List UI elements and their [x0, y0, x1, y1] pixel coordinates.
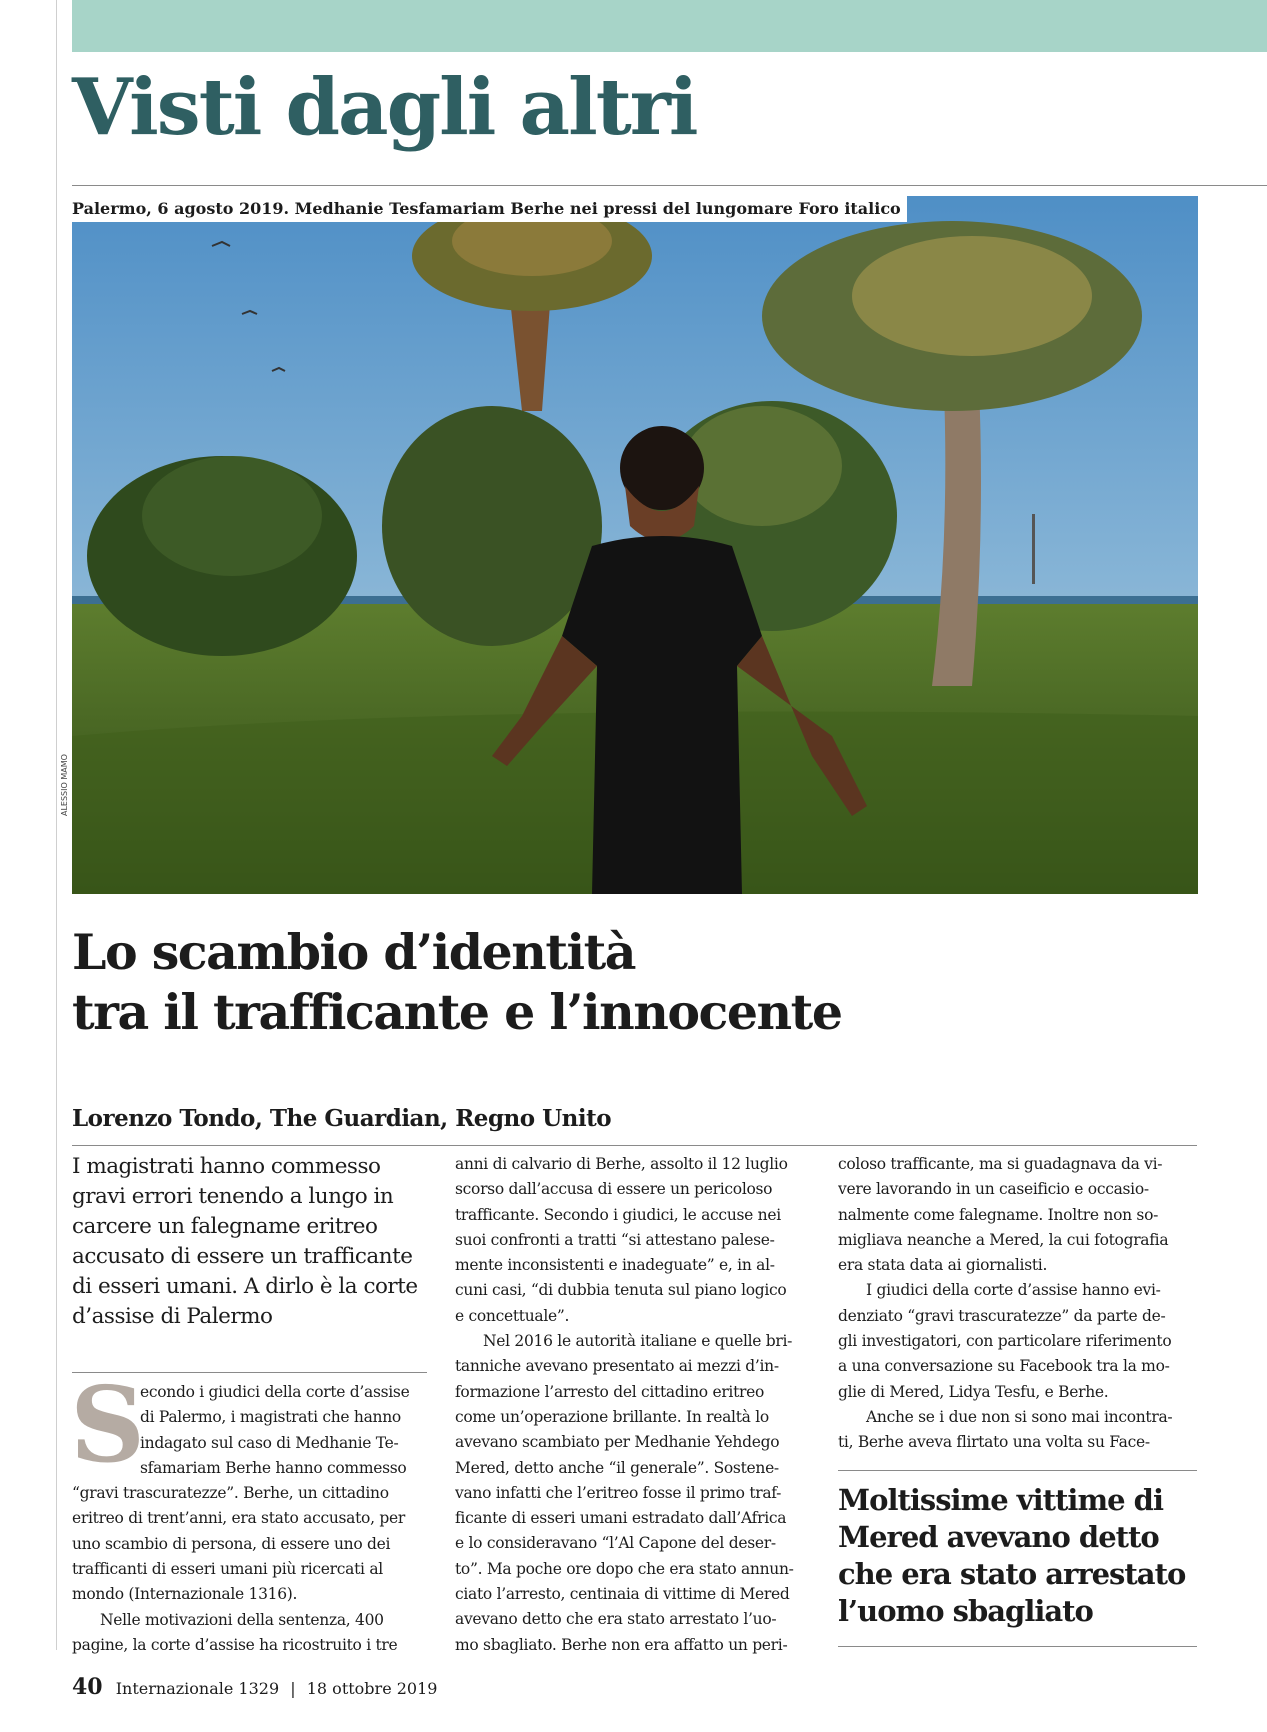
body-line: di Palermo, i magistrati che hanno: [140, 1408, 401, 1427]
body-line: “gravi trascuratezze”. Berhe, un cittadino: [72, 1484, 389, 1503]
standfirst-line: di esseri umani. A dirlo è la corte: [72, 1274, 418, 1299]
standfirst-line: d’assise di Palermo: [72, 1304, 273, 1329]
body-line: formazione l’arresto del cittadino eritreo: [455, 1382, 765, 1401]
body-line: trafficante. Secondo i giudici, le accuse nei: [455, 1205, 781, 1224]
body-line: cuni casi, “di dubbia tenuta sul piano logico: [455, 1281, 787, 1300]
body-line: Nelle motivazioni della sentenza, 400: [100, 1610, 384, 1629]
body-line: uno scambio di persona, di essere uno dei: [72, 1534, 391, 1553]
body-line: anni di calvario di Berhe, assolto il 12 luglio: [455, 1155, 788, 1173]
body-line: vere lavorando in un caseificio e occasio-: [838, 1180, 1149, 1199]
standfirst-line: I magistrati hanno commesso: [72, 1154, 381, 1179]
body-line: Nel 2016 le autorità italiane e quelle bri-: [483, 1332, 793, 1351]
headline-line: tra il trafficante e l’innocente: [72, 983, 842, 1041]
body-line: suoi confronti a tratti “si attestano palese-: [455, 1230, 775, 1249]
body-column-1: [72, 1380, 432, 1658]
standfirst-line: accusato di essere un trafficante: [72, 1244, 413, 1269]
body-line: ciato l’arresto, centinaia di vittime di Mered: [455, 1585, 790, 1604]
footer-separator: |: [290, 1679, 296, 1698]
standfirst: [72, 1152, 432, 1332]
standfirst-line: carcere un falegname eritreo: [72, 1214, 378, 1239]
body-line: vano infatti che l’eritreo fosse il primo traf-: [455, 1483, 782, 1502]
page-spine-line: [56, 0, 57, 1650]
publication-name: Internazionale 1329: [115, 1679, 280, 1698]
pullquote-line: che era stato arrestato: [838, 1557, 1186, 1591]
headline-line: Lo scambio d’identità: [72, 923, 635, 981]
body-line: gli investigatori, con particolare riferimento: [838, 1332, 1172, 1351]
byline-rule: [72, 1145, 1197, 1146]
photo-credit: ALESSIO MAMO: [60, 754, 69, 816]
body-line: scorso dall’accusa di essere un pericoloso: [455, 1180, 773, 1199]
pullquote-rule-top: [838, 1470, 1197, 1471]
title-rule: [72, 185, 1267, 186]
body-line: pagine, la corte d’assise ha ricostruito i tre: [72, 1635, 398, 1654]
body-column-2: [455, 1152, 815, 1658]
pullquote-line: Mered avevano detto: [838, 1520, 1159, 1554]
pullquote-line: Moltissime vittime di: [838, 1483, 1163, 1517]
body-line: avevano detto che era stato arrestato l’uo-: [455, 1610, 777, 1629]
body-line: e lo consideravano “l’Al Capone del deser-: [455, 1534, 776, 1553]
article-headline: [72, 922, 842, 1042]
body-line: mo sbagliato. Berhe non era affatto un peri-: [455, 1635, 788, 1654]
pullquote-line: l’uomo sbagliato: [838, 1594, 1093, 1628]
body-line: mondo (Internazionale 1316).: [72, 1585, 298, 1604]
article-photo: [72, 196, 1198, 894]
body-line: e concettuale”.: [455, 1306, 570, 1325]
body-line: denziato “gravi trascuratezze” da parte de-: [838, 1306, 1166, 1325]
page-number: 40: [72, 1674, 103, 1700]
section-title: Visti dagli altri: [72, 62, 697, 153]
body-line: a una conversazione su Facebook tra la mo-: [838, 1357, 1170, 1376]
drop-cap: S: [70, 1363, 146, 1486]
body-line: tanniche avevano presentato ai mezzi d’in-: [455, 1357, 779, 1376]
body-line: trafficanti di esseri umani più ricercati al: [72, 1560, 383, 1579]
body-line: migliava neanche a Mered, la cui fotografia: [838, 1230, 1169, 1249]
body-column-3: [838, 1152, 1198, 1456]
pullquote-rule-bottom: [838, 1646, 1197, 1647]
issue-date: 18 ottobre 2019: [306, 1679, 438, 1698]
body-line: ti, Berhe aveva flirtato una volta su Face-: [838, 1433, 1150, 1452]
body-line: mente inconsistenti e inadeguate” e, in al-: [455, 1256, 775, 1275]
byline: Lorenzo Tondo, The Guardian, Regno Unito: [72, 1105, 612, 1132]
body-line: glie di Mered, Lidya Tesfu, e Berhe.: [838, 1382, 1109, 1401]
body-line: indagato sul caso di Medhanie Te-: [140, 1433, 399, 1452]
body-line: I giudici della corte d’assise hanno evi-: [866, 1281, 1161, 1300]
standfirst-line: gravi errori tenendo a lungo in: [72, 1184, 394, 1209]
body-line: to”. Ma poche ore dopo che era stato annun-: [455, 1559, 794, 1578]
body-line: econdo i giudici della corte d’assise: [140, 1383, 410, 1401]
body-line: sfamariam Berhe hanno commesso: [140, 1458, 407, 1477]
body-line: nalmente come falegname. Inoltre non so-: [838, 1205, 1159, 1224]
body-line: Mered, detto anche “il generale”. Sostene-: [455, 1458, 779, 1477]
body-line: coloso trafficante, ma si guadagnava da vi-: [838, 1155, 1163, 1173]
body-line: avevano scambiato per Medhanie Yehdego: [455, 1433, 780, 1452]
body-line: Anche se i due non si sono mai incontra-: [866, 1407, 1173, 1426]
body-line: eritreo di trent’anni, era stato accusato, per: [72, 1509, 405, 1528]
page-footer: [72, 1674, 437, 1700]
body-line: ficante di esseri umani estradato dall’Africa: [455, 1509, 787, 1528]
section-color-band: [72, 0, 1267, 52]
body-line: era stata data ai giornalisti.: [838, 1256, 1048, 1275]
photo-caption: Palermo, 6 agosto 2019. Medhanie Tesfamariam Berhe nei pressi del lungomare Foro italico: [72, 196, 907, 222]
pull-quote: [838, 1482, 1198, 1630]
body-line: come un’operazione brillante. In realtà lo: [455, 1407, 769, 1426]
